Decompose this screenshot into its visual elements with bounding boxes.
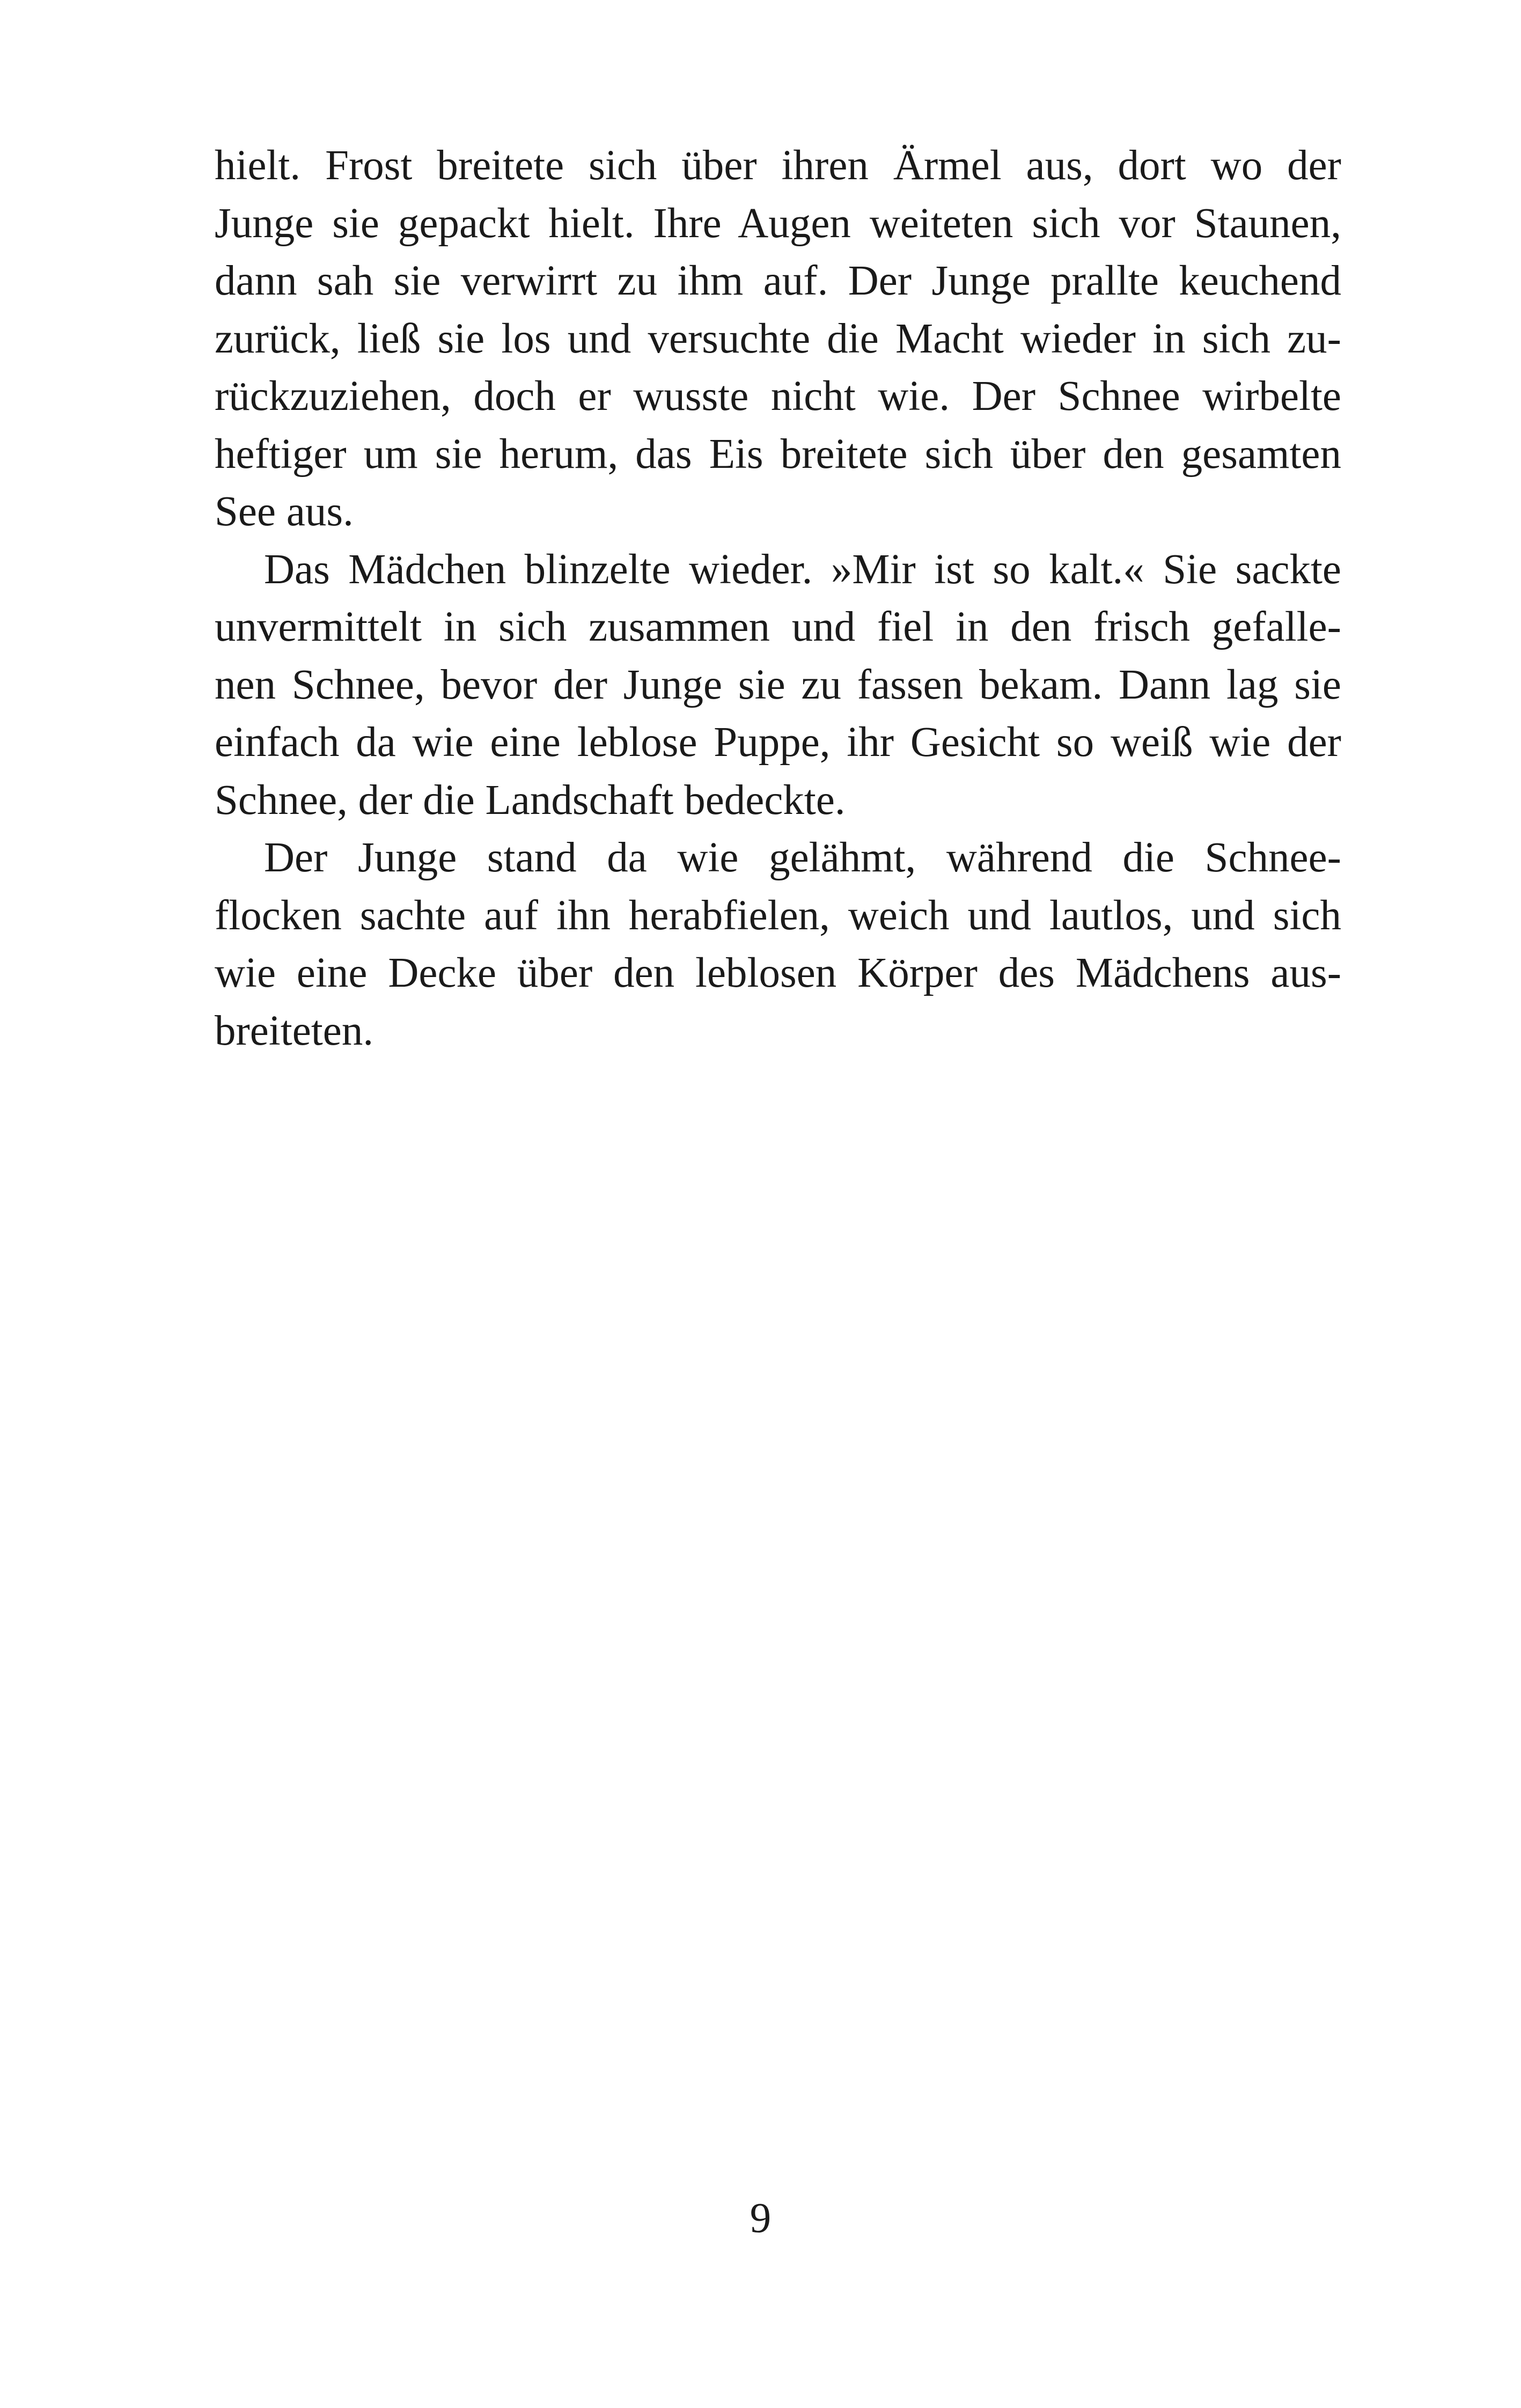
paragraph	[215, 541, 1341, 829]
text-line: flocken sachte auf ihn herabfielen, weich und lautlos, und sich	[215, 892, 1341, 939]
text-line: rückzuziehen, doch er wusste nicht wie. Der Schnee wirbelte	[215, 373, 1341, 420]
text-line: See aus.	[215, 488, 354, 535]
page-number: 9	[750, 2195, 771, 2242]
text-line: Schnee, der die Landschaft bedeckte.	[215, 776, 846, 824]
paragraph	[215, 829, 1341, 1060]
paragraph	[215, 137, 1341, 541]
text-line: Der Junge stand da wie gelähmt, während die Schnee-	[264, 834, 1341, 881]
text-line: heftiger um sie herum, das Eis breitete sich über den gesamten	[215, 430, 1341, 478]
text-line: hielt. Frost breitete sich über ihren Ärmel aus, dort wo der	[215, 142, 1341, 189]
text-line: Das Mädchen blinzelte wieder. »Mir ist so kalt.« Sie sackte	[264, 546, 1341, 593]
text-line: dann sah sie verwirrt zu ihm auf. Der Junge prallte keuchend	[215, 258, 1341, 304]
text-line: nen Schnee, bevor der Junge sie zu fassen bekam. Dann lag sie	[215, 661, 1341, 708]
text-line: einfach da wie eine leblose Puppe, ihr Gesicht so weiß wie der	[215, 719, 1341, 766]
text-line: unvermittelt in sich zusammen und fiel in den frisch gefalle-	[215, 604, 1341, 650]
text-line: Junge sie gepackt hielt. Ihre Augen weiteten sich vor Staunen,	[215, 200, 1341, 247]
text-line: zurück, ließ sie los und versuchte die Macht wieder in sich zu-	[215, 315, 1341, 362]
body-text	[215, 137, 1341, 1060]
text-line: wie eine Decke über den leblosen Körper des Mädchens aus-	[215, 950, 1341, 996]
text-line: breiteten.	[215, 1007, 374, 1054]
